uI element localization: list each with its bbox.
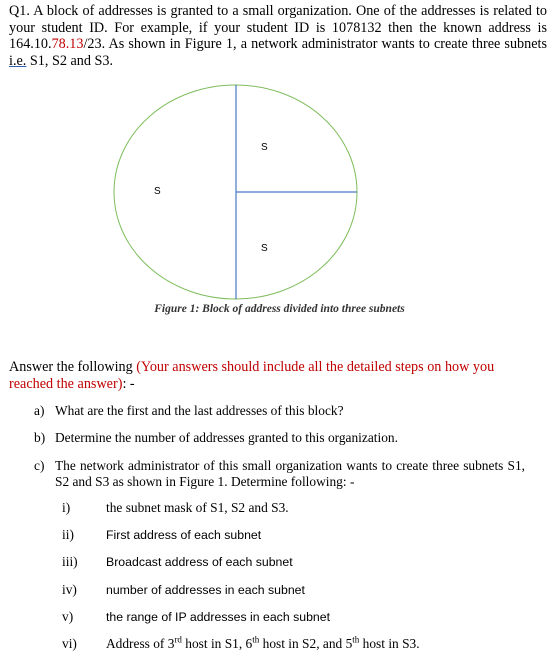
item-marker: a) bbox=[34, 403, 45, 418]
item-text: What are the first and the last addresses of this block? bbox=[55, 403, 344, 418]
question-mid: /23. As shown in Figure 1, a network administrator wants to create three subnets bbox=[83, 36, 547, 53]
item-marker: b) bbox=[34, 430, 46, 445]
figure-caption: Figure 1: Block of address divided into three subnets bbox=[154, 303, 405, 315]
highlighted-address: 78.13 bbox=[51, 36, 84, 53]
ie-abbreviation: i.e. bbox=[9, 52, 27, 69]
subitem-text bbox=[106, 636, 526, 652]
item-text: Determine the number of addresses granted to this organization. bbox=[55, 430, 398, 445]
question-tail: S1, S2 and S3. bbox=[26, 52, 114, 69]
answer-intro-suffix: : - bbox=[122, 375, 135, 392]
subitem-text: the range of IP addresses in each subnet bbox=[106, 610, 331, 624]
subitem-text: First address of each subnet bbox=[106, 528, 262, 542]
text-part: host in S2, and 5 bbox=[259, 636, 353, 651]
subitem-numeral: iii) bbox=[62, 554, 78, 569]
ordinal-suffix: rd bbox=[174, 634, 182, 645]
subitem-numeral: vi) bbox=[62, 636, 77, 651]
answer-instructions bbox=[9, 359, 529, 392]
subitem-text: the subnet mask of S1, S2 and S3. bbox=[106, 500, 289, 515]
region-label-left: S bbox=[154, 186, 161, 197]
subitem-numeral: iv) bbox=[62, 582, 77, 597]
text-part: host in S1, 6 bbox=[181, 636, 253, 651]
subitem-numeral: ii) bbox=[62, 527, 74, 542]
subitem-numeral: v) bbox=[62, 609, 74, 624]
subitem-numeral: i) bbox=[62, 500, 71, 515]
text-part: Address of 3 bbox=[106, 636, 175, 651]
text-part: host in S3. bbox=[359, 636, 420, 651]
region-label-bottom-right: S bbox=[261, 243, 268, 254]
answer-intro-plain: Answer the following bbox=[9, 359, 137, 375]
subitem-text: number of addresses in each subnet bbox=[106, 583, 305, 597]
item-marker: c) bbox=[34, 458, 45, 473]
subitem-text: Broadcast address of each subnet bbox=[106, 555, 293, 569]
ordinal-suffix: th bbox=[352, 634, 360, 645]
region-label-top-right: S bbox=[261, 142, 268, 153]
ordinal-suffix: th bbox=[252, 634, 260, 645]
answer-intro-note: (Your answers should include all the detailed steps on how you reached the answer) bbox=[9, 359, 495, 392]
item-text: The network administrator of this small organization wants to create three subnets S1, S2 and S3 as shown in Figure 1. Determine following: - bbox=[55, 458, 525, 490]
question-lead: Q1. A block of addresses is granted to a small organization. One of the addresses is related to your student ID. For example, if your student ID is 1078132 then the known address is 164.10. bbox=[9, 3, 547, 53]
